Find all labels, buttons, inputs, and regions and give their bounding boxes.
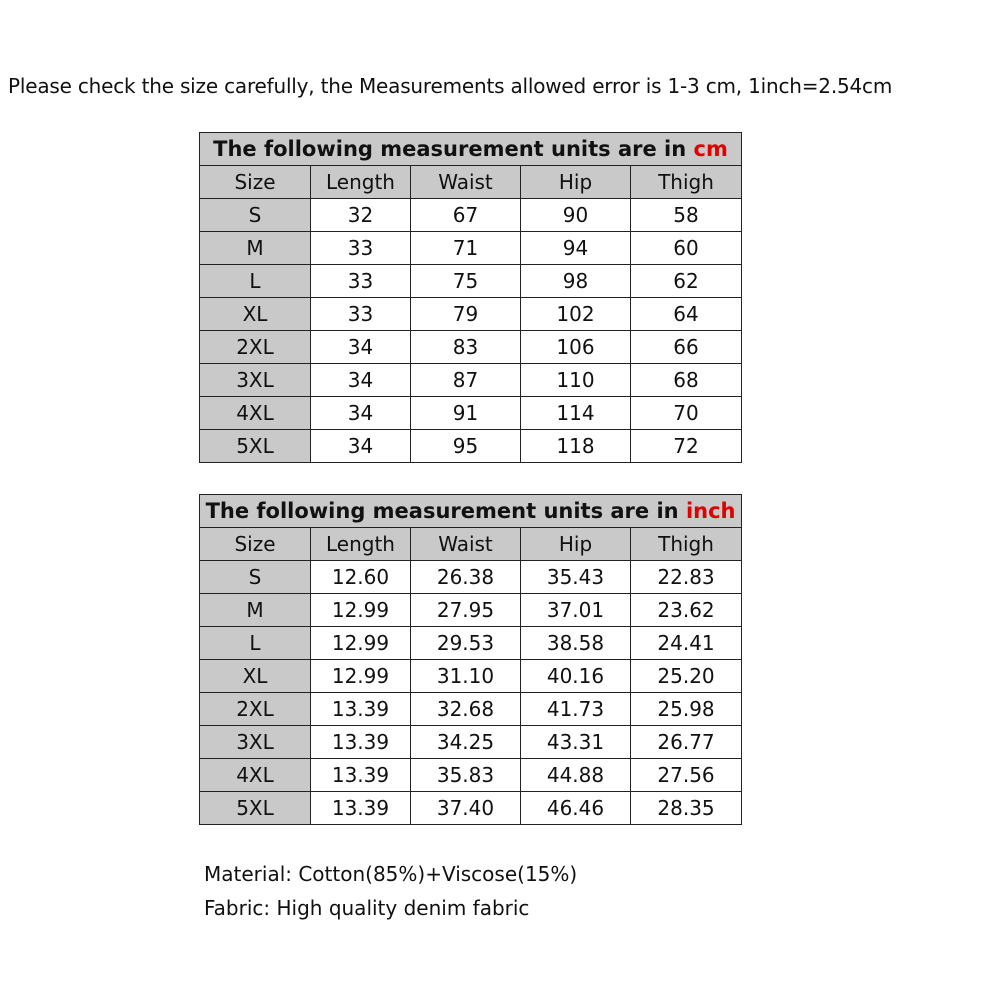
table-row [200, 726, 742, 759]
value-cell: 33 [311, 298, 411, 331]
column-header: Thigh [631, 528, 742, 561]
table-row [200, 627, 742, 660]
value-cell: 23.62 [631, 594, 742, 627]
table-row [200, 594, 742, 627]
table-row [200, 397, 742, 430]
size-cell: 5XL [200, 430, 311, 463]
value-cell: 106 [521, 331, 631, 364]
value-cell: 27.56 [631, 759, 742, 792]
value-cell: 27.95 [411, 594, 521, 627]
table-row [200, 265, 742, 298]
value-cell: 114 [521, 397, 631, 430]
value-cell: 98 [521, 265, 631, 298]
value-cell: 83 [411, 331, 521, 364]
size-cell: M [200, 594, 311, 627]
table-row [200, 331, 742, 364]
column-header: Size [200, 528, 311, 561]
column-header: Thigh [631, 166, 742, 199]
table-row [200, 660, 742, 693]
value-cell: 75 [411, 265, 521, 298]
table-row [200, 693, 742, 726]
value-cell: 26.77 [631, 726, 742, 759]
size-cell: XL [200, 660, 311, 693]
size-cell: 4XL [200, 759, 311, 792]
value-cell: 58 [631, 199, 742, 232]
value-cell: 22.83 [631, 561, 742, 594]
size-cell: S [200, 199, 311, 232]
value-cell: 118 [521, 430, 631, 463]
value-cell: 29.53 [411, 627, 521, 660]
column-header: Length [311, 528, 411, 561]
table-title: The following measurement units are in inch [200, 495, 742, 528]
header-row [200, 166, 742, 199]
column-header: Waist [411, 528, 521, 561]
cm-size-table [199, 132, 742, 463]
value-cell: 34 [311, 397, 411, 430]
value-cell: 94 [521, 232, 631, 265]
header-row [200, 528, 742, 561]
value-cell: 72 [631, 430, 742, 463]
value-cell: 67 [411, 199, 521, 232]
fabric-text: Fabric: High quality denim fabric [204, 896, 530, 920]
size-cell: 2XL [200, 693, 311, 726]
size-cell: M [200, 232, 311, 265]
column-header: Waist [411, 166, 521, 199]
value-cell: 70 [631, 397, 742, 430]
column-header: Length [311, 166, 411, 199]
column-header: Size [200, 166, 311, 199]
column-header: Hip [521, 528, 631, 561]
value-cell: 32 [311, 199, 411, 232]
table-row [200, 199, 742, 232]
value-cell: 33 [311, 265, 411, 298]
size-cell: L [200, 627, 311, 660]
value-cell: 68 [631, 364, 742, 397]
value-cell: 91 [411, 397, 521, 430]
value-cell: 33 [311, 232, 411, 265]
size-note: Please check the size carefully, the Measurements allowed error is 1-3 cm, 1inch=2.54cm [8, 74, 893, 98]
value-cell: 38.58 [521, 627, 631, 660]
value-cell: 41.73 [521, 693, 631, 726]
unit-label: cm [693, 137, 728, 161]
inch-size-table [199, 494, 742, 825]
size-cell: XL [200, 298, 311, 331]
unit-label: inch [685, 499, 736, 523]
value-cell: 66 [631, 331, 742, 364]
table-title: The following measurement units are in cm [200, 133, 742, 166]
size-cell: 5XL [200, 792, 311, 825]
value-cell: 35.43 [521, 561, 631, 594]
value-cell: 43.31 [521, 726, 631, 759]
table-row [200, 298, 742, 331]
table-row [200, 232, 742, 265]
value-cell: 12.99 [311, 594, 411, 627]
value-cell: 13.39 [311, 759, 411, 792]
value-cell: 37.01 [521, 594, 631, 627]
value-cell: 13.39 [311, 693, 411, 726]
value-cell: 102 [521, 298, 631, 331]
value-cell: 95 [411, 430, 521, 463]
table-row [200, 430, 742, 463]
value-cell: 25.98 [631, 693, 742, 726]
table-row [200, 364, 742, 397]
value-cell: 44.88 [521, 759, 631, 792]
value-cell: 12.60 [311, 561, 411, 594]
size-cell: S [200, 561, 311, 594]
column-header: Hip [521, 166, 631, 199]
value-cell: 110 [521, 364, 631, 397]
size-cell: 2XL [200, 331, 311, 364]
value-cell: 12.99 [311, 660, 411, 693]
value-cell: 12.99 [311, 627, 411, 660]
value-cell: 79 [411, 298, 521, 331]
value-cell: 24.41 [631, 627, 742, 660]
material-text: Material: Cotton(85%)+Viscose(15%) [204, 862, 578, 886]
value-cell: 37.40 [411, 792, 521, 825]
value-cell: 46.46 [521, 792, 631, 825]
value-cell: 64 [631, 298, 742, 331]
value-cell: 35.83 [411, 759, 521, 792]
value-cell: 34 [311, 430, 411, 463]
value-cell: 34 [311, 364, 411, 397]
value-cell: 32.68 [411, 693, 521, 726]
value-cell: 26.38 [411, 561, 521, 594]
value-cell: 90 [521, 199, 631, 232]
value-cell: 34 [311, 331, 411, 364]
value-cell: 40.16 [521, 660, 631, 693]
value-cell: 60 [631, 232, 742, 265]
value-cell: 34.25 [411, 726, 521, 759]
value-cell: 25.20 [631, 660, 742, 693]
table-row [200, 561, 742, 594]
value-cell: 28.35 [631, 792, 742, 825]
value-cell: 62 [631, 265, 742, 298]
value-cell: 13.39 [311, 792, 411, 825]
size-cell: L [200, 265, 311, 298]
value-cell: 71 [411, 232, 521, 265]
size-cell: 3XL [200, 726, 311, 759]
table-row [200, 792, 742, 825]
table-row [200, 759, 742, 792]
value-cell: 87 [411, 364, 521, 397]
size-cell: 4XL [200, 397, 311, 430]
value-cell: 13.39 [311, 726, 411, 759]
size-cell: 3XL [200, 364, 311, 397]
value-cell: 31.10 [411, 660, 521, 693]
